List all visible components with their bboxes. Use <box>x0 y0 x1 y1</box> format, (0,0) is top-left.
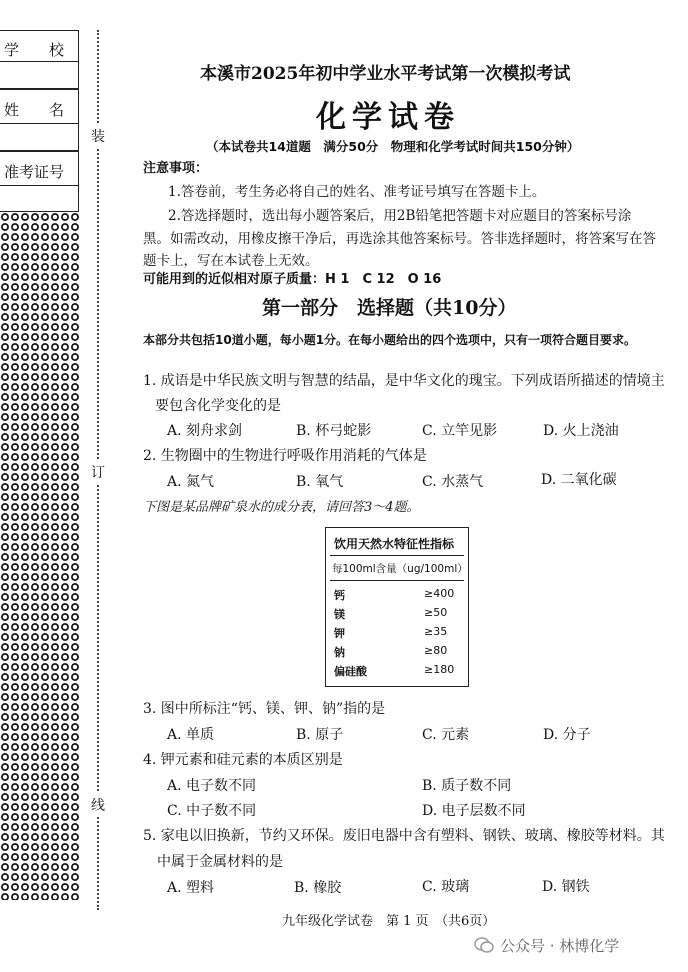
water-row-name: 钙 <box>334 589 345 602</box>
wechat-icon <box>474 937 494 953</box>
binding-mark-ding: 订 <box>91 460 105 484</box>
subject-title: 化学试卷 <box>316 100 460 135</box>
watermark-text: 公众号 · 林博化学 <box>500 937 620 955</box>
q3-stem: 3. 图中所标注“钙、镁、钾、钠”指的是 <box>143 701 386 717</box>
page-footer: 九年级化学试卷 第 1 页 （共6页） <box>282 914 496 929</box>
exam-number-label: 准考证号 <box>4 163 65 181</box>
q1-stem-cont: 要包含化学变化的是 <box>155 398 281 414</box>
q3-option-b: B. 原子 <box>296 727 344 743</box>
exam-number-field <box>0 150 79 212</box>
notes-heading: 注意事项： <box>143 161 209 176</box>
school-label: 学 校 <box>4 41 65 59</box>
water-row-name: 钾 <box>334 627 345 640</box>
water-row-value: ≥400 <box>424 587 455 600</box>
water-row-value: ≥50 <box>424 606 448 619</box>
q3-option-a: A. 单质 <box>167 727 215 743</box>
note-2: 2.答选择题时，选出每小题答案后，用2B铅笔把答题卡对应题目的答案标号涂 <box>168 208 632 224</box>
school-field <box>0 30 79 90</box>
water-table-title: 饮用天然水特征性指标 <box>334 537 455 551</box>
q5-option-c: C. 玻璃 <box>422 879 470 895</box>
q2-option-a: A. 氮气 <box>167 474 215 490</box>
water-row-value: ≥80 <box>424 644 448 657</box>
q1-option-b: B. 杯弓蛇影 <box>296 423 372 439</box>
exam-subtitle: （本试卷共14道题 满分50分 物理和化学考试时间共150分钟） <box>206 139 580 154</box>
q4-stem: 4. 钾元素和硅元素的本质区别是 <box>143 752 343 768</box>
q2-option-d: D. 二氧化碳 <box>541 472 617 488</box>
water-table-header: 每100ml含量（ug/100ml） <box>332 563 468 575</box>
q4-option-a: A. 电子数不同 <box>167 778 257 794</box>
q2-option-b: B. 氧气 <box>296 474 344 490</box>
name-field <box>0 88 79 152</box>
q3-4-intro: 下图是某品牌矿泉水的成分表，请回答3～4题。 <box>143 500 420 515</box>
binding-mark-xian: 线 <box>91 793 105 817</box>
water-row-name: 偏硅酸 <box>334 665 367 678</box>
q5-option-a: A. 塑料 <box>167 880 215 896</box>
water-row-name: 钠 <box>334 646 345 659</box>
section-instruction: 本部分共包括10道小题，每小题1分。在每小题给出的四个选项中，只有一项符合题目要求。 <box>143 333 637 347</box>
q3-option-d: D. 分子 <box>543 727 591 743</box>
decorative-border-pattern <box>0 212 80 900</box>
name-label: 姓 名 <box>4 101 65 119</box>
q3-option-c: C. 元素 <box>422 727 470 743</box>
q4-option-b: B. 质子数不同 <box>422 778 512 794</box>
q4-option-c: C. 中子数不同 <box>167 803 257 819</box>
q5-option-d: D. 钢铁 <box>542 879 590 895</box>
water-row-value: ≥35 <box>424 625 448 638</box>
water-row-value: ≥180 <box>424 663 455 676</box>
note-4: 题卡上，写在本试卷上无效。 <box>143 253 319 269</box>
atomic-mass: 可能用到的近似相对原子质量：H 1 C 12 O 16 <box>143 272 442 287</box>
q5-stem-cont: 中属于金属材料的是 <box>157 854 283 870</box>
q1-stem: 1. 成语是中华民族文明与智慧的结晶，是中华文化的瑰宝。下列成语所描述的情境主 <box>143 373 665 389</box>
note-1: 1.答卷前，考生务必将自己的姓名、准考证号填写在答题卡上。 <box>168 184 546 200</box>
exam-title: 本溪市2025年初中学业水平考试第一次模拟考试 <box>200 64 571 84</box>
q2-option-c: C. 水蒸气 <box>422 474 484 490</box>
q2-stem: 2. 生物圈中的生物进行呼吸作用消耗的气体是 <box>143 448 427 464</box>
water-composition-table <box>325 527 469 687</box>
q1-option-a: A. 刻舟求剑 <box>167 423 243 439</box>
q1-option-c: C. 立竿见影 <box>422 423 498 439</box>
q5-option-b: B. 橡胶 <box>294 880 342 896</box>
q1-option-d: D. 火上浇油 <box>543 423 619 439</box>
section-title: 第一部分 选择题（共10分） <box>262 297 517 319</box>
q4-option-d: D. 电子层数不同 <box>422 803 526 819</box>
q5-stem: 5. 家电以旧换新，节约又环保。废旧电器中含有塑料、钢铁、玻璃、橡胶等材料。其 <box>143 828 665 844</box>
binding-mark-zhuang: 装 <box>91 124 105 148</box>
water-row-name: 镁 <box>334 608 345 621</box>
note-3: 黑。如需改动，用橡皮擦干净后，再选涂其他答案标号。答非选择题时，将答案写在答 <box>143 231 656 247</box>
